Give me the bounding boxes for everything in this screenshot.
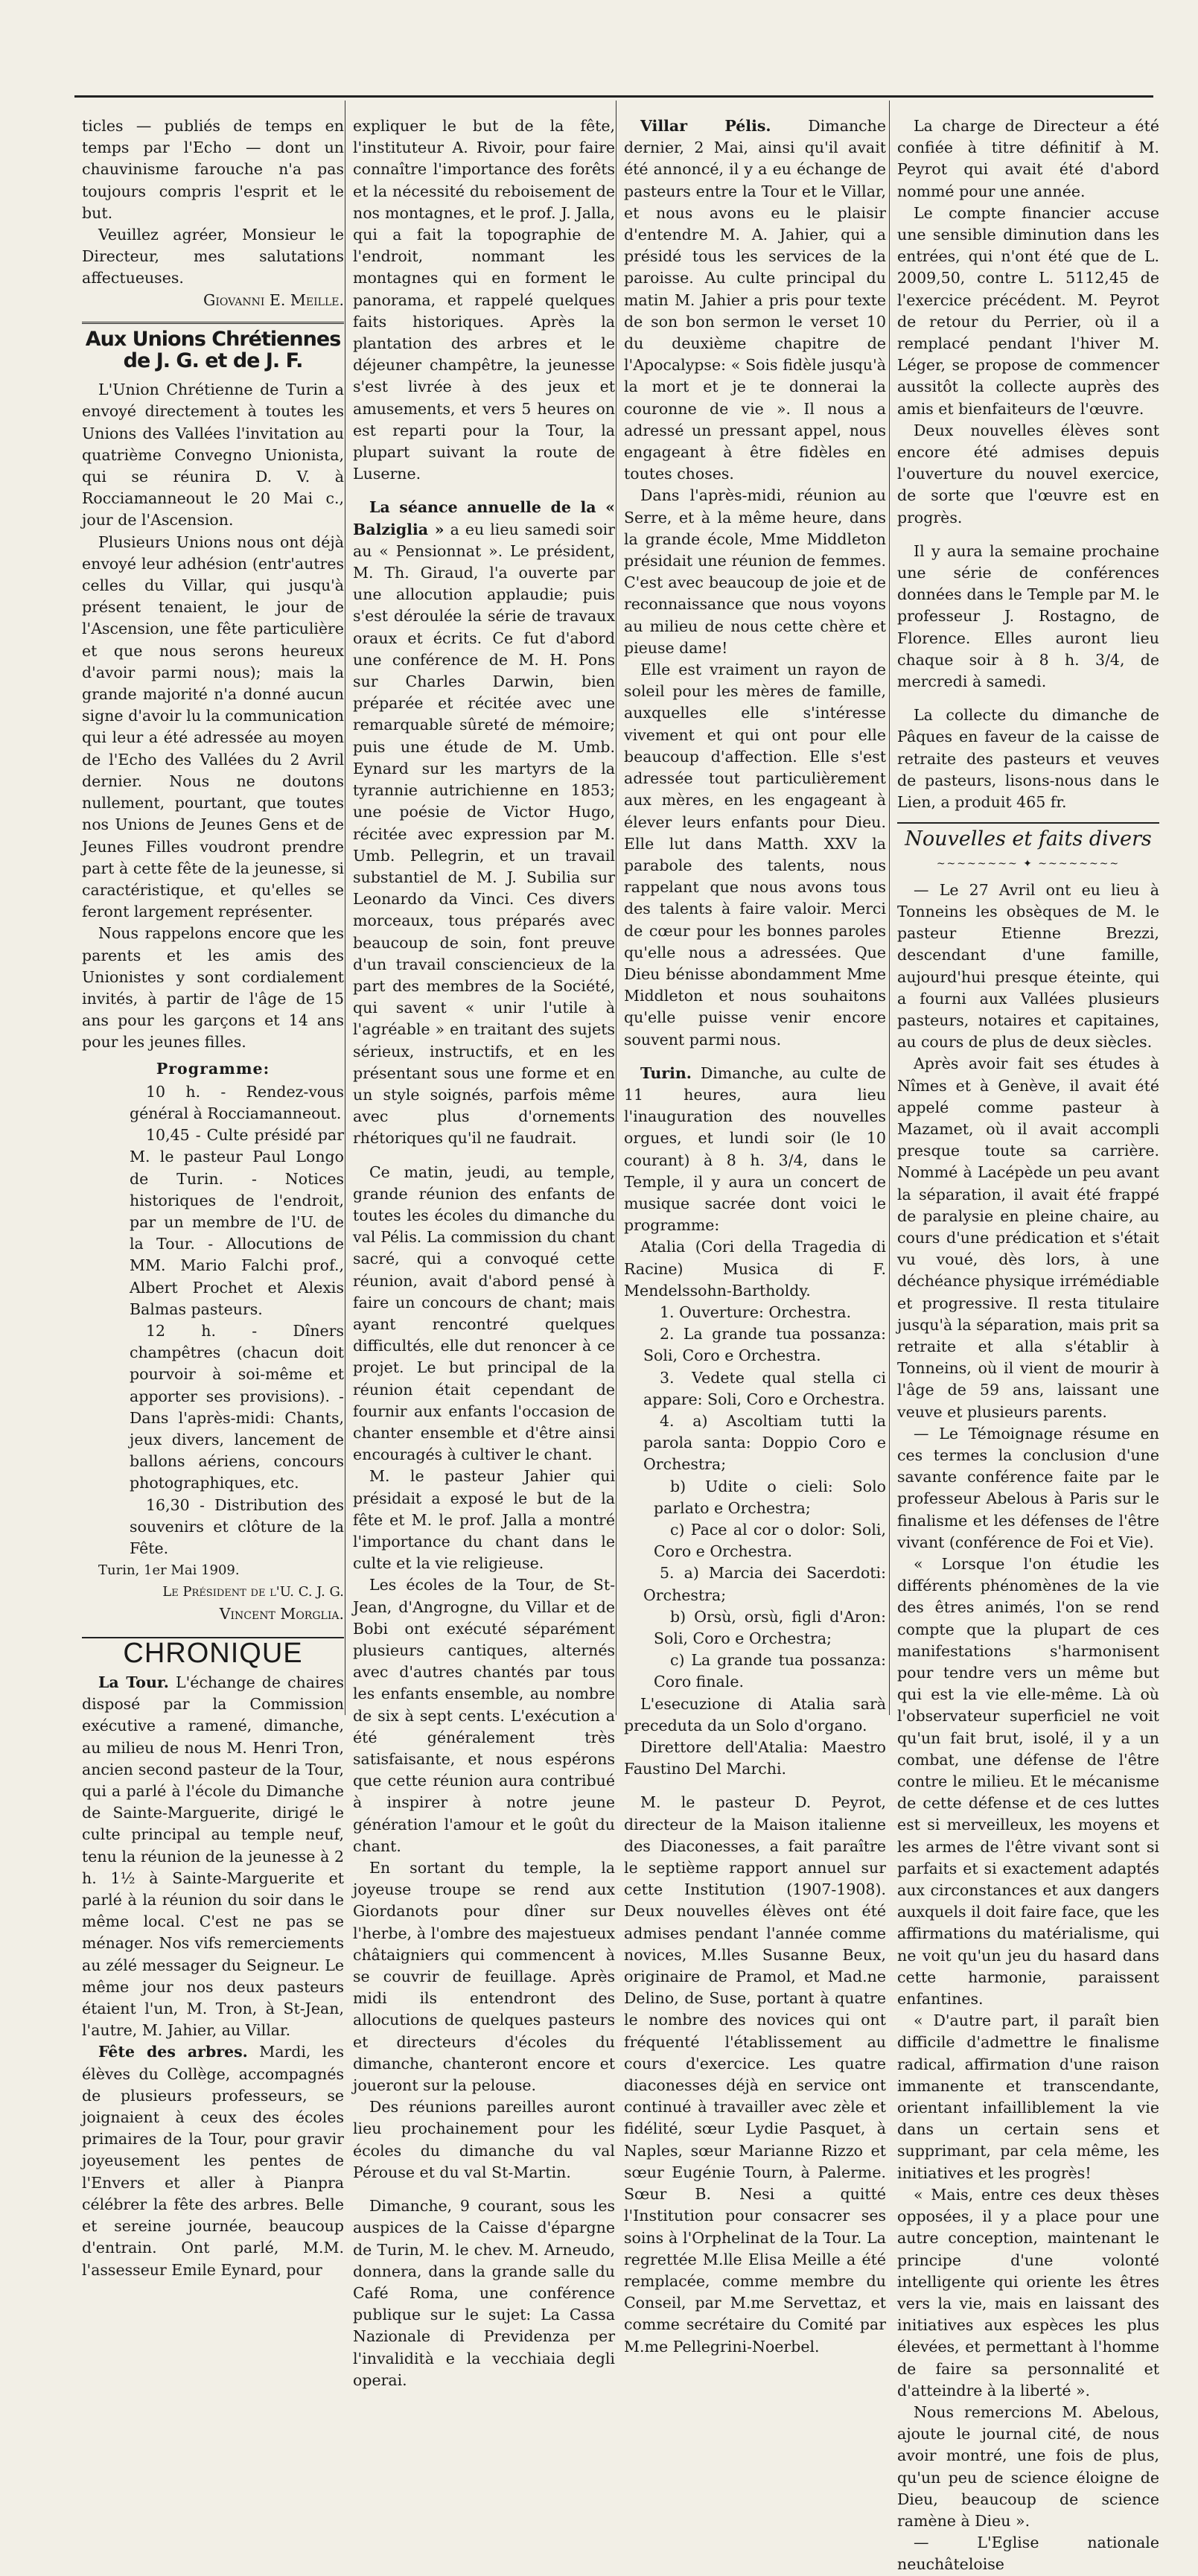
column-rule — [889, 101, 890, 1715]
paragraph: Atalia (Cori della Tragedia di Racine) Musica di F. Mendelssohn-Bartholdy. — [624, 1238, 886, 1300]
news-item — [82, 2041, 344, 2280]
signature: Giovanni E. Meille. — [203, 290, 344, 309]
programme-item: 10 h. - Rendez-vous général à Rocciamanneout. — [130, 1082, 344, 1122]
paragraph: Dimanche, 9 courant, sous les auspices de la Caisse d'épargne de Turin, M. le chev. M. Arneudo, donnera, dans la grande salle du Café Roma, une conférence publique sur le sujet: La Cassa Nazionale di Previdenza per l'invalidità e la vecchiaia degli operai. — [353, 2197, 615, 2389]
item-text: L'échange de chaires disposé par la Commission exécutive a ramené, dimanche, au milieu de nous M. Henri Tron, ancien second pasteur de la Tour, qui a parlé à l'école du Dimanche de Sainte-Marguerite, dirigé le culte principal au temple neuf, tenu la réunion de la jeunesse à 2 h. 1½ à Sainte-Marguerite et parlé à la réunion du soir dans le même local. C'est ne pas se ménager. Nos vifs remerciements au zélé messager du Seigneur. Le même jour nos deux pasteurs étaient l'un, M. Tron, à St-Jean, l'autre, M. Jahier, au Villar. — [82, 1673, 344, 2040]
paragraph: Le compte financier accuse une sensible diminution dans les entrées, qui n'ont été que de L. 2009,50, contre L. 5112,45 de l'exercice précédent. M. Peyrot de retour du Perrier, où il a remplacé pendant l'hiver M. Léger, se propose de commencer aussitôt la collecte auprès des amis et bienfaiteurs de l'œuvre. — [897, 203, 1159, 418]
item-lead: La séance annuelle de la « Balziglia » — [353, 498, 615, 538]
paragraph: — L'Eglise nationale neuchâteloise — [897, 2534, 1159, 2574]
header-rule — [74, 95, 1153, 98]
paragraph: Plusieurs Unions nous ont déjà envoyé leur adhésion (entr'autres celles du Villar, qui jusqu'à présent tenaient, le jour de l'Ascension, une fête particulière et que nous serons heureux d'avoir parmi nous); mais la grande majorité n'a donné aucun signe d'avoir lu la communication qui leur a été adressée au moyen de l'Echo des Vallées du 2 Avril dernier. Nous ne doutons nullement, pourtant, que toutes nos Unions de Jeunes Gens et de Jeunes Filles voudront prendre part à cette fête de la jeunesse, si caractéristique, et qu'elles se feront largement représenter. — [82, 532, 344, 921]
music-item: b) Udite o cieli: Solo parlato e Orchestra; — [654, 1477, 886, 1517]
paragraph: Nous remercions M. Abelous, ajoute le journal cité, de nous avoir montré, une fois de plus, qu'un peu de science éloigne de Dieu, beaucoup de science ramène à Dieu ». — [897, 2402, 1159, 2530]
section-heading: Aux Unions Chrétiennes de J. G. et de J. F. — [82, 322, 344, 372]
item-lead: Villar Pélis. — [640, 117, 771, 135]
paragraph: Ce matin, jeudi, au temple, grande réunion des enfants de toutes les écoles du dimanche du val Pélis. La commission du chant sacré, qui a convoqué cette réunion, avait d'abord pensé à faire un concours de chant; mais ayant rencontré quelques difficultés, elle dut renoncer à ce projet. Le but principal de la réunion était cependant de fournir aux enfants l'occasion de chanter ensemble et d'être ainsi encouragés à cultiver le chant. — [353, 1163, 615, 1464]
music-item: 3. Vedete qual stella ci appare: Soli, Coro e Orchestra. — [643, 1368, 886, 1408]
programme-item: 12 h. - Dîners champêtres (chacun doit pourvoir à soi-même et apporter ses provisions). - Dans l'après-midi: Chants, jeux divers, lancement de ballons aériens, concours photographiques, etc. — [130, 1321, 344, 1492]
music-item: c) La grande tua possanza: Coro finale. — [654, 1651, 886, 1691]
paragraph: — Le Témoignage résume en ces termes la conclusion d'une savante conférence faite par le professeur Abelous à Paris sur le finalisme et les défenses de l'être vivant (conférence de Foi et Vie). — [897, 1424, 1159, 1551]
dateline: Turin, 1er Mai 1909. — [98, 1562, 240, 1579]
news-item — [624, 1063, 886, 1237]
news-item — [353, 497, 615, 1149]
paragraph: expliquer le but de la fête, l'instituteur A. Rivoir, pour faire connaître l'importance des forêts et la nécessité du reboisement de nos montagnes, et le prof. J. Jalla, qui a fait la topographie de l'endroit, nommant les montagnes qui en forment le panorama, et rappelé quelques faits historiques. Après la plantation des arbres et le déjeuner champêtre, la jeunesse s'est livrée à des jeux et amusements, et vers 5 heures on est reparti pour la Tour, la plupart suivant la route de Luserne. — [353, 117, 615, 483]
paragraph: Il y aura la semaine prochaine une série de conférences données dans le Temple par M. le professeur J. Rostagno, de Florence. Elles auront lieu chaque soir à 8 h. 3/4, de mercredi à samedi. — [897, 541, 1159, 691]
item-lead: Fête des arbres. — [98, 2043, 248, 2061]
paragraph: ticles — publiés de temps en temps par l'Echo — dont un chauvinisme farouche n'a pas toujours compris l'esprit et le but. — [82, 117, 344, 222]
paragraph: Veuillez agréer, Monsieur le Directeur, mes salutations affectueuses. — [82, 226, 344, 287]
paragraph: Les écoles de la Tour, de St-Jean, d'Angrogne, du Villar et de Bobi ont exécuté séparément plusieurs cantiques, alternés avec d'autres chantés par tous les enfants ensemble, au nombre de six à sept cents. L'exécution a été généralement très satisfaisante, et nous espérons que cette réunion aura contribué à inspirer à notre jeune génération l'amour et le goût du chant. — [353, 1576, 615, 1855]
paragraph: L'Union Chrétienne de Turin a envoyé directement à toutes les Unions des Vallées l'invitation au quatrième Convegno Unionista, qui se réunira D. V. à Rocciamanneout le 20 Mai c., jour de l'Ascension. — [82, 381, 344, 529]
paragraph: « Lorsque l'on étudie les différents phénomènes de la vie des êtres animés, l'on se rend compte que la plupart de ces manifestations s'harmonisent pour tendre vers un même but qui est la vie elle-même. Là où l'observateur superficiel ne voit qu'un fait brut, isolé, il y a un combat, une défense de l'être contre le milieu. Et le mécanisme de cette défense et de ces luttes est si merveilleux, les moyens et les armes de l'être vivant sont si parfaits et si exactement adaptés aux circonstances et aux dangers auxquels il doit faire face, que les affirmations du matérialisme, qui ne voit qu'un jeu du hasard dans cette harmonie, paraissent enfantines. — [897, 1555, 1159, 2009]
paragraph: Après avoir fait ses études à Nîmes et à Genève, il avait été appelé comme pasteur à Mazamet, où il avait accompli presque toute sa carrière. Nommé à Lacépède un peu avant la séparation, il avait été frappé de paralysie en pleine chaire, au cours d'une prédication et s'était vu voué, dès lors, à une déchéance physique irrémédiable et progressive. Il resta titulaire jusqu'à la séparation, mais prit sa retraite et alla s'établir à Tonneins, où il vient de mourir à l'âge de 59 ans, laissant une veuve et plusieurs parents. — [897, 1055, 1159, 1421]
column-4 — [897, 115, 1159, 2576]
column-1 — [82, 115, 344, 2281]
paragraph: — Le 27 Avril ont eu lieu à Tonneins les obsèques de M. le pasteur Etienne Brezzi, descendant d'une famille, aujourd'hui presque éteinte, qui a fourni aux Vallées plusieurs pasteurs, notaires et capitaines, au cours de plus de deux siècles. — [897, 880, 1159, 1052]
paragraph: Deux nouvelles élèves sont encore été admises depuis l'ouverture du nouvel exercice, de sorte que l'œuvre est en progrès. — [897, 421, 1159, 527]
paragraph: « Mais, entre ces deux thèses opposées, il y a place pour une autre conception, maintenant le principe d'une volonté intelligente qui oriente les êtres vers la vie, mais en laissant des initiatives aux espèces les plus élevées, et permettant à l'homme de faire sa personnalité et d'atteindre à la liberté ». — [897, 2185, 1159, 2400]
paragraph: Direttore dell'Atalia: Maestro Faustino Del Marchi. — [624, 1738, 886, 1778]
news-item — [624, 115, 886, 485]
paragraph: M. le pasteur Jahier qui présidait a exposé le but de la fête et M. le prof. Jalla a montré l'importance du chant dans le culte et la vie religieuse. — [353, 1467, 615, 1573]
item-text: Dimanche, au culte de 11 heures, aura lieu l'inauguration des nouvelles orgues, et lundi soir (le 10 courant) à 8 h. 3/4, dans le Temple, il y aura un concert de musique sacrée dont voici le programme: — [624, 1063, 886, 1235]
programme-item: 16,30 - Distribution des souvenirs et clôture de la Fête. — [130, 1495, 344, 1557]
programme-item: 10,45 - Culte présidé par M. le pasteur Paul Longo de Turin. - Notices historiques de l'endroit, par un membre de l'U. de la Tour. - Allocutions de MM. Mario Falchi prof., Albert Prochet et Alexis Balmas pasteurs. — [130, 1126, 344, 1318]
chronique-heading: CHRONIQUE — [82, 1637, 344, 1664]
item-text: a eu lieu samedi soir au « Pensionnat ». Le président, M. Th. Giraud, l'a ouverte par une allocution applaudie; puis s'est déroulée la série de travaux oraux et écrits. Ce fut d'abord une conférence de M. H. Pons sur Charles Darwin, bien préparée et récitée avec une remarquable sûreté de mémoire; puis une étude de M. Umb. Eynard sur les martyrs de la tyrannie autrichienne en 1853; une poésie de Victor Hugo, récitée avec expression par M. Umb. Pellegrin, et un travail substantiel de M. J. Subilia sur Leonardo da Vinci. Ces divers morceaux, tous préparés avec beaucoup de soin, font preuve d'un travail consciencieux de la part des membres de la Société, qui savent « unir l'utile à l'agréable » en traitant des sujets sérieux, instructifs, et en les présentant sous une forme et en un style soignés, parfois même avec plus d'ornements rhétoriques qu'il ne faudrait. — [353, 520, 616, 1148]
column-2 — [353, 115, 615, 2391]
item-lead: Turin. — [640, 1063, 692, 1082]
paragraph: Dans l'après-midi, réunion au Serre, et à la même heure, dans la grande école, Mme Middleton présidait une réunion de femmes. C'est avec beaucoup de joie et de reconnaissance que nous voyons au milieu de nous cette chère et pieuse dame! — [624, 486, 886, 657]
paragraph: Des réunions pareilles auront lieu prochainement pour les écoles du dimanche du val Pérouse et du val St-Martin. — [353, 2098, 615, 2181]
paragraph: La collecte du dimanche de Pâques en faveur de la caisse de retraite des pasteurs et veuves de pasteurs, lisons-nous dans le Lien, a produit 465 fr. — [897, 706, 1159, 812]
paragraph: La charge de Directeur a été confiée à titre définitif à M. Peyrot qui avait été d'abord nommé pour une année. — [897, 117, 1159, 200]
news-item — [82, 1672, 344, 2041]
paragraph: Elle est vraiment un rayon de soleil pour les mères de famille, auxquelles elle s'intéresse vivement et qui ont pour elle beaucoup d'affection. Elle s'est adressée tout particulièrement aux mères, en les engageant à élever leurs enfants pour Dieu. Elle lut dans Matth. XXV la parabole des talents, nous rappelant que nous avons tous des talents à faire valoir. Merci de cœur pour les bonnes paroles qu'elle nous a adressées. Que Dieu bénisse abondamment Mme Middleton et nous souhaitons qu'elle puisse venir encore souvent parmi nous. — [624, 661, 886, 1049]
music-item: 2. La grande tua possanza: Soli, Coro e Orchestra. — [643, 1325, 886, 1365]
programme-title: Programme: — [156, 1059, 270, 1078]
paragraph: En sortant du temple, la joyeuse troupe se rend aux Giordanots pour dîner sur l'herbe, à l'ombre des majestueux châtaigniers qui commencent à se couvrir de feuillage. Après midi ils entendront des allocutions de quelques pasteurs et directeurs d'écoles du dimanche, chanteront encore et joueront sur la pelouse. — [353, 1859, 615, 2095]
music-item: 4. a) Ascoltiam tutti la parola santa: Doppio Coro e Orchestra; — [643, 1411, 886, 1474]
signature: Le Président de l'U. C. J. G. — [162, 1584, 344, 1600]
item-lead: La Tour. — [98, 1673, 169, 1692]
news-section-heading: Nouvelles et faits divers — [897, 822, 1159, 850]
item-text: Mardi, les élèves du Collège, accompagnés de plusieurs professeurs, se joignaient à ceux des écoles primaires de la Tour, pour gravir joyeusement les pentes de l'Envers et aller à Pianpra célébrer la fête des arbres. Belle et sereine journée, beaucoup d'entrain. Ont parlé, M.M. l'assesseur Emile Eynard, pour — [82, 2043, 344, 2279]
item-text: Dimanche dernier, 2 Mai, ainsi qu'il avait été annoncé, il y a eu échange de pasteurs entre la Tour et le Villar, et nous avons eu le plaisir d'entendre M. A. Jahier, qui a présidé tous les services de la paroisse. Au culte principal du matin M. Jahier a pris pour texte de son bon sermon le verset 10 du deuxième chapitre de l'Apocalypse: « Sois fidèle jusqu'à la mort et je te donnerai la couronne de vie ». Il nous a adressé un pressant appel, nous engageant à être fidèles en toutes choses. — [624, 117, 886, 483]
music-item: c) Pace al cor o dolor: Soli, Coro e Orchestra. — [654, 1521, 886, 1561]
column-3 — [624, 115, 886, 2358]
music-item: 5. a) Marcia dei Sacerdoti: Orchestra; — [643, 1564, 886, 1604]
paragraph: L'esecuzione di Atalia sarà preceduta da un Solo d'organo. — [624, 1694, 886, 1734]
music-item: 1. Ouverture: Orchestra. — [660, 1303, 852, 1321]
music-item: b) Orsù, orsù, figli d'Aron: Soli, Coro e Orchestra; — [654, 1607, 886, 1648]
paragraph: M. le pasteur D. Peyrot, directeur de la Maison italienne des Diaconesses, a fait paraître le septième rapport annuel sur cette Institution (1907-1908). Deux nouvelles élèves ont été admises pendant l'année comme novices, M.lles Susanne Beux, originaire de Pramol, et Mad.ne Delino, de Suse, portant à quatre le nombre des novices qui ont fréquenté l'établissement au cours d'exercice. Les quatre diaconesses déjà en service ont continué à travailler avec zèle et fidélité, sœur Lydie Pasquet, à Naples, sœur Marianne Rizzo et sœur Eugénie Tourn, à Palerme. Sœur B. Nesi a quitté l'Institution pour consacrer ses soins à l'Orphelinat de la Tour. La regrettée M.lle Elisa Meille a été remplacée, comme membre du Conseil, par M.me Servettaz, et comme secrétaire du Comité par M.me Pellegrini-Noerbel. — [624, 1793, 886, 2356]
paragraph: Nous rappelons encore que les parents et les amis des Unionistes y sont cordialement invités, à partir de l'âge de 15 ans pour les garçons et 14 ans pour les jeunes filles. — [82, 924, 344, 1052]
signature: Vincent Morglia. — [219, 1604, 344, 1623]
ornament-divider: ~~~~~~~~ ✦ ~~~~~~~~ — [936, 857, 1121, 870]
paragraph: « D'autre part, il paraît bien difficile d'admettre le finalisme radical, affirmation d'une raison immanente et transcendante, orientant infailliblement la vie dans un certain sens et supprimant, par cela même, les initiatives et les progrès! — [897, 2011, 1159, 2182]
